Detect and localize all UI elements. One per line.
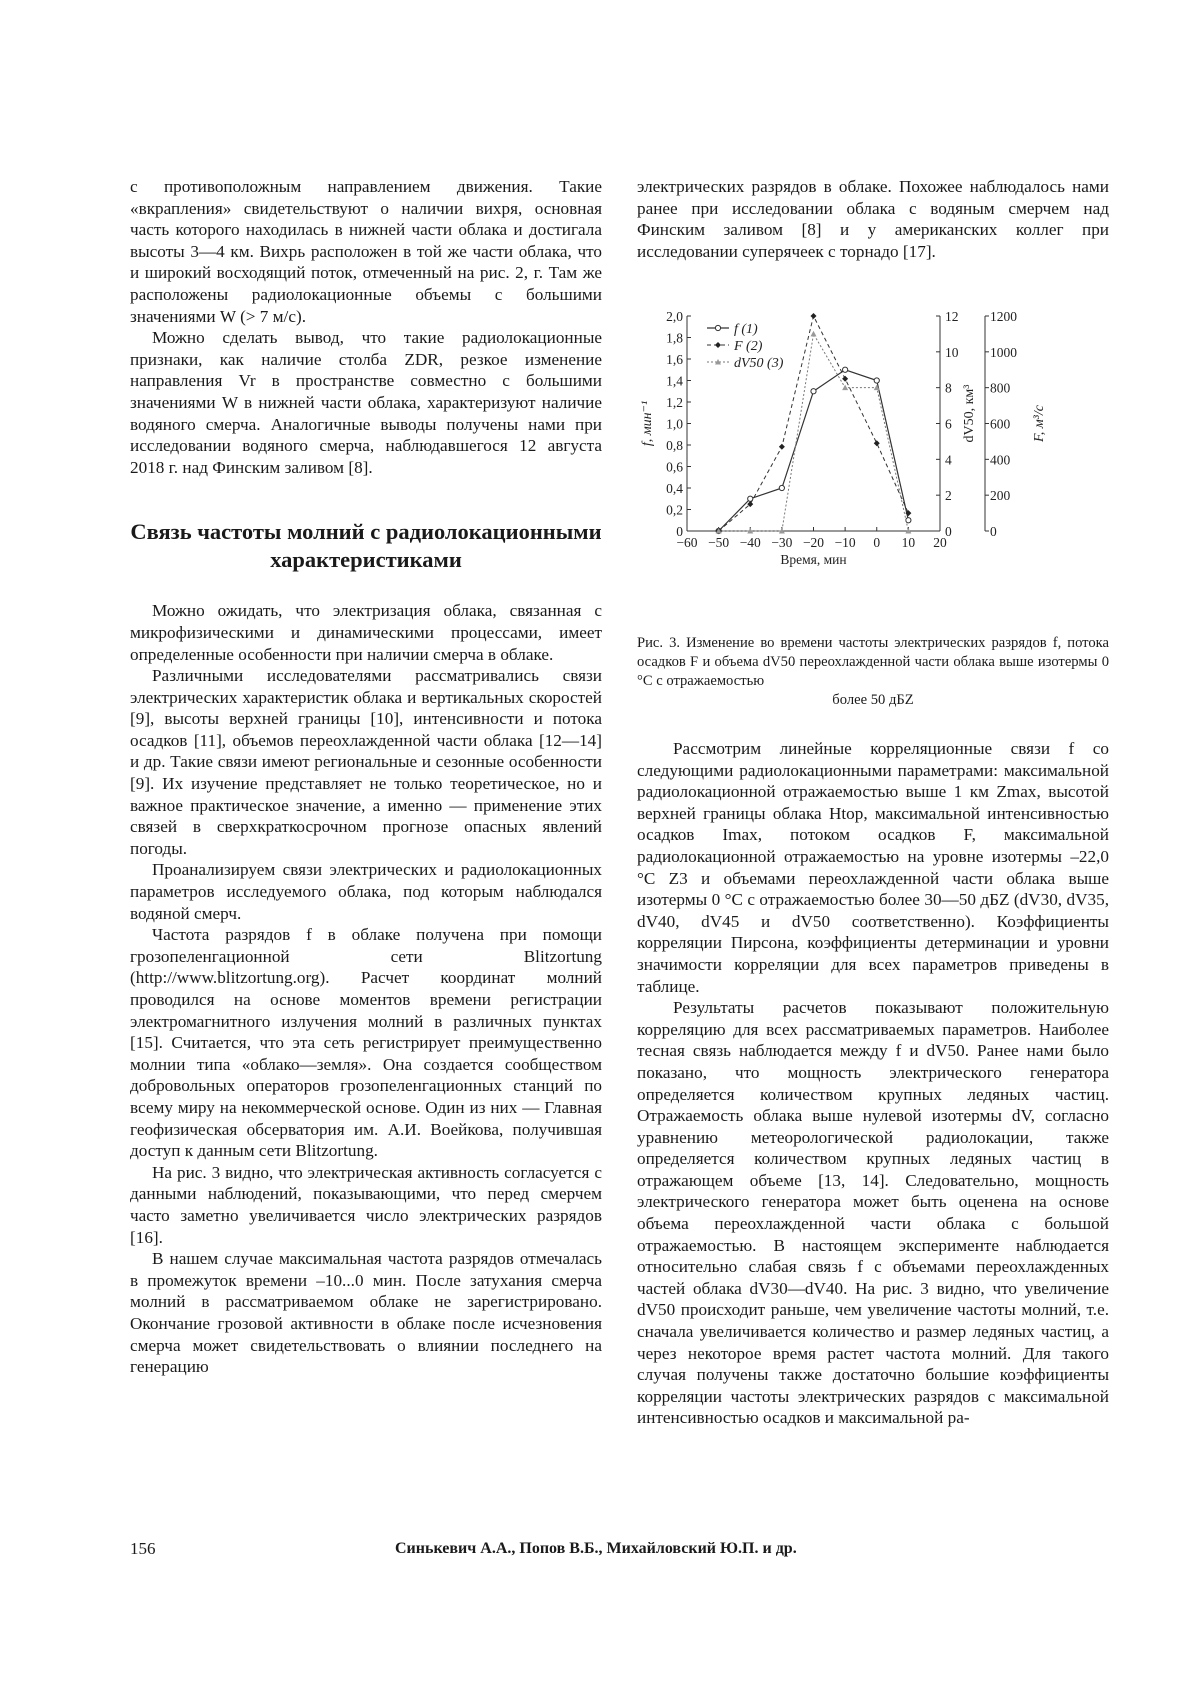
y-right-tick-label: 0 [990,524,997,539]
right-column-top [637,176,1109,262]
running-footer-authors: Синькевич А.А., Попов В.Б., Михайловский Ю.П. и др. [395,1540,797,1557]
y-mid-tick-label: 12 [945,309,959,324]
legend-marker [715,325,720,330]
y-left-tick-label: 0,4 [666,481,683,496]
y-left-tick-label: 1,6 [666,352,683,367]
y-left-tick-label: 0,8 [666,438,683,453]
y-right-tick-label: 1200 [990,309,1017,324]
series-point [779,485,784,490]
left-para-7: На рис. 3 видно, что электрическая активность согласуется с данными наблюдений, показывающими, что перед смерчем часто заметно увеличивается число электрических разрядов [16]. [130,1162,602,1247]
left-para-5: Проанализируем связи электрических и радиолокационных параметров исследуемого облака, под которым наблюдался водяной смерч. [130,860,602,923]
series-point [779,444,785,450]
y-left-tick-label: 1,2 [666,395,683,410]
y-left-tick-label: 1,4 [666,373,683,389]
figure-caption [637,634,1109,710]
right-column-bottom [637,738,1109,1429]
page-number: 156 [130,1539,156,1558]
y-right-tick-label: 400 [990,452,1011,468]
x-tick-label: −50 [708,535,730,550]
y-right-tick-label: 800 [990,380,1011,396]
x-tick-label: −30 [771,535,793,550]
y-right-tick-label: 600 [990,416,1011,432]
x-tick-label: 20 [933,535,947,550]
y-mid-tick-label: 8 [945,380,952,396]
x-tick-label: 10 [901,535,916,550]
y-right-tick-label: 1000 [990,344,1017,360]
series-point [811,313,817,319]
y-left-axis-label: f, мин⁻¹ [640,400,655,447]
left-para-8: В нашем случае максимальная частота разрядов отмечалась в промежуток времени –10...0 мин. После затухания смерча молний в рассматриваемом облаке не зарегистрировано. Окончание грозовой активности в облаке после исчезновения смерча может свидетельствовать о влиянии последнего на генерацию [130,1249,602,1377]
legend-label: dV50 (3) [734,356,784,371]
y-left-tick-label: 1,0 [666,416,683,432]
legend-label: f (1) [734,322,758,337]
y-left-tick-label: 0 [676,524,683,539]
series-point [811,331,817,337]
x-axis-label: Время, мин [780,552,847,567]
figure-3-chart [637,304,1109,634]
y-mid-tick-label: 0 [945,524,952,539]
section-heading: Связь частоты молний с радиолокационными характеристиками [130,519,602,573]
right-para-2: Рассмотрим линейные корреляционные связи f со следующими радиолокационными параметрами: максимальной радиолокационной отражаемостью выше 1 км Zmax, высотой верхней границы облака Htop, максимальной интенсивностью осадков Imax, потоком осадков F, максимальной радиолокационной отражаемостью на уровне изотермы –22,0 °С Z3 и объемами переохлажденной части облака выше изотермы 0 °С с отражаемостью более 30—50 дБZ (dV30, dV35, dV40, dV45 и dV50 соответственно). Коэффициенты корреляции Пирсона, коэффициенты детерминации и уровни значимости корреляции для всех параметров приведены в таблице. [637,739,1109,996]
series-point [874,378,879,383]
y-mid-axis-label: dV50, км³ [962,384,977,443]
legend-label: F (2) [734,339,763,354]
left-para-6: Частота разрядов f в облаке получена при помощи грозопеленгационной сети Blitzortung (http://www.blitzortung.org). Расчет координат молний проводился на основе моментов времени регистрации электромагнитного излучения молний в различных пунктах [15]. Считается, что эта сеть регистрирует преимущественно молнии типа «облако—земля». Она создается сообществом добровольных операторов грозопеленгационных станций по всему миру на некоммерческой основе. Один из них — Главная геофизическая обсерватория им. А.И. Воейкова, получившая доступ к данным сети Blitzortung. [130,925,602,1161]
series-point [842,385,848,391]
left-para-4: Различными исследователями рассматривались связи электрических характеристик облака и вертикальных скоростей [9], высоты верхней границы [10], интенсивности и потока осадков [11], объемов переохлажденной части облака [12—14] и др. Такие связи имеют региональные и сезонные особенности [9]. Их изучение представляет не только теоретическое, но и важное практическое значение, а именно — применение этих связей в сверхкраткосрочном прогнозе опасных явлений погоды. [130,666,602,858]
series-point [811,389,816,394]
caption-last-line: более 50 дБZ [832,692,914,708]
right-para-1: электрических разрядов в облаке. Похожее наблюдалось нами ранее при исследовании облака с водяным смерчем над Финским заливом [8] и у американских коллег при исследовании суперячеек с торнадо [17]. [637,177,1109,261]
left-para-1: с противоположным направлением движения. Такие «вкрапления» свидетельствуют о наличии вихря, основная часть которого находилась в нижней части облака и достигала высоты 3—4 км. Вихрь расположен в той же части облака, что и широкий восходящий поток, отмеченный на рис. 2, г. Там же расположены радиолокационные объемы с большими значениями W (> 7 м/с). [130,177,602,326]
left-column [130,176,602,1378]
y-mid-tick-label: 2 [945,488,952,504]
y-left-tick-label: 1,8 [666,330,683,346]
left-para-2: Можно сделать вывод, что такие радиолокационные признаки, как наличие столба ZDR, резкое изменение направления Vr в пространстве совместно с большими значениями W в нижней части облака, характеризуют наличие водяного смерча. Аналогичные выводы получены нами при исследовании водяного смерча, наблюдавшегося 12 августа 2018 г. над Финским заливом [8]. [130,328,602,477]
series-point [906,518,911,523]
series-point [842,376,848,382]
x-tick-label: 0 [873,535,881,550]
y-right-tick-label: 200 [990,488,1011,504]
x-tick-label: −10 [834,535,856,550]
series-point [843,367,848,372]
y-left-tick-label: 2,0 [666,309,683,324]
x-tick-label: −20 [802,535,825,550]
y-mid-tick-label: 4 [945,452,952,468]
y-right-axis-label: F, м³/с [1032,405,1047,442]
legend-marker [715,342,721,348]
y-left-tick-label: 0,2 [666,502,683,518]
caption-text: Рис. 3. Изменение во времени частоты электрических разрядов f, потока осадков F и объема dV50 переохлажденной части облака выше изотермы 0 °С с отражаемостью [637,635,1109,689]
right-para-3: Результаты расчетов показывают положительную корреляцию для всех рассматриваемых параметров. Наиболее тесная связь наблюдается между f и dV50. Ранее нами было показано, что мощность электрического генератора определяется количеством крупных ледяных частиц. Отражаемость облака выше нулевой изотермы dV, согласно уравнению метеорологической радиолокации, также определяется количеством крупных ледяных частиц в отражающем объеме [13, 14]. Следовательно, мощность электрического генератора может быть оценена на основе объема переохлажденной части облака с большой отражаемостью. В настоящем эксперименте наблюдается относительно слабая связь f с объемами переохлажденных частей облака dV30—dV40. На рис. 3 видно, что увеличение dV50 происходит раньше, чем увеличение частоты молний, т.е. сначала увеличивается количество и размер ледяных частиц, а через некоторое время растет частота молний. Для такого случая получены также достаточно большие коэффициенты корреляции частоты электрических разрядов с максимальной интенсивностью осадков и максимальной ра- [637,998,1109,1428]
left-para-3: Можно ожидать, что электризация облака, связанная с микрофизическими и динамическими процессами, имеет определенные особенности при наличии смерча в облаке. [130,601,602,664]
series-point [874,440,880,446]
x-tick-label: −40 [739,535,761,550]
y-mid-tick-label: 6 [945,416,952,432]
y-mid-tick-label: 10 [945,344,959,360]
x-tick-label: −60 [676,535,698,550]
y-left-tick-label: 0,6 [666,459,683,475]
